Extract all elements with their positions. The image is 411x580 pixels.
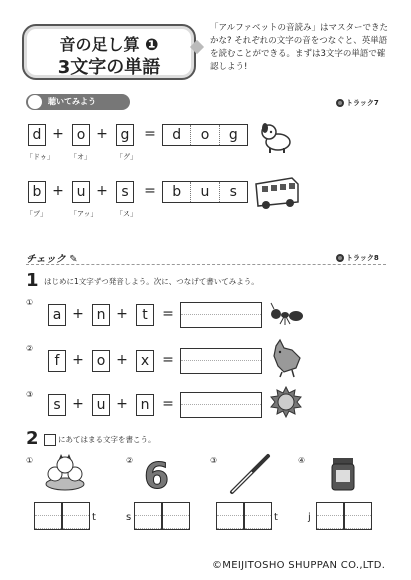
plus-sign: + xyxy=(116,396,128,412)
cats-icon xyxy=(44,454,86,492)
hint: 「オ」 xyxy=(70,153,91,161)
dog-icon xyxy=(258,120,294,154)
item-number: ③ xyxy=(210,456,218,465)
svg-text:6: 6 xyxy=(144,456,170,494)
pencil-icon: ✎ xyxy=(69,254,78,265)
letter-box: n xyxy=(92,304,110,326)
plus-sign: + xyxy=(52,183,64,199)
word-suffix: t xyxy=(274,512,278,523)
bus-icon xyxy=(252,174,300,212)
six-icon xyxy=(142,454,174,494)
hint: 「アッ」 xyxy=(70,210,98,218)
item-number: ④ xyxy=(298,456,306,465)
page-title: 音の足し算 ❶ xyxy=(59,35,159,54)
letter-box: x xyxy=(136,350,154,372)
item-number: ① xyxy=(26,298,34,307)
listen-label: 聴いてみよう xyxy=(48,97,96,106)
plus-sign: + xyxy=(116,352,128,368)
plus-sign: + xyxy=(72,352,84,368)
divider xyxy=(26,264,386,265)
letter-box: a xyxy=(48,304,66,326)
track-7[interactable]: トラック7 xyxy=(336,98,379,108)
cd-icon xyxy=(336,99,344,107)
word-prefix: s xyxy=(126,512,132,523)
letter-box: g xyxy=(116,124,134,146)
answer-field[interactable] xyxy=(180,348,262,374)
face-icon xyxy=(28,95,42,109)
cd-icon xyxy=(336,254,344,262)
plus-sign: + xyxy=(96,126,108,142)
ant-icon xyxy=(270,300,304,330)
equals-sign: = xyxy=(162,396,174,412)
equals-sign: = xyxy=(162,306,174,322)
letter-box: t xyxy=(136,304,154,326)
check-heading: チェック ✎ xyxy=(26,254,78,265)
letter-box: u xyxy=(72,181,90,203)
word-suffix: t xyxy=(92,512,96,523)
hint: 「ス」 xyxy=(116,210,137,218)
answer-cell[interactable] xyxy=(62,502,90,530)
bat-icon xyxy=(228,452,272,496)
answer-field[interactable] xyxy=(180,392,262,418)
letter-box: f xyxy=(48,350,66,372)
page-subtitle: 3文字の単語 xyxy=(57,57,161,78)
listen-button[interactable] xyxy=(26,94,130,110)
sun-icon xyxy=(270,386,302,418)
letter-box: b xyxy=(28,181,46,203)
answer-cell[interactable] xyxy=(344,502,372,530)
item-number: ② xyxy=(126,456,134,465)
answer-cell[interactable] xyxy=(134,502,162,530)
question-number: 2 xyxy=(26,428,39,449)
plus-sign: + xyxy=(72,396,84,412)
hint: 「グ」 xyxy=(116,153,137,161)
letter-box: s xyxy=(48,394,66,416)
title-box xyxy=(22,24,196,80)
answer-cell[interactable] xyxy=(316,502,344,530)
plus-sign: + xyxy=(72,306,84,322)
word-box: b u s xyxy=(162,181,248,203)
answer-cell[interactable] xyxy=(162,502,190,530)
letter-box: u xyxy=(92,394,110,416)
plus-sign: + xyxy=(116,306,128,322)
answer-cell[interactable] xyxy=(34,502,62,530)
plus-sign: + xyxy=(96,183,108,199)
track-8[interactable]: トラック8 xyxy=(336,253,379,263)
answer-cell[interactable] xyxy=(216,502,244,530)
question-text: はじめに1文字ずつ発音しよう。次に、つなげて書いてみよう。 xyxy=(44,277,259,286)
question-number: 1 xyxy=(26,270,39,291)
letter-box: o xyxy=(92,350,110,372)
letter-box: o xyxy=(72,124,90,146)
answer-cell[interactable] xyxy=(244,502,272,530)
item-number: ① xyxy=(26,456,34,465)
hint: 「ドゥ」 xyxy=(26,153,54,161)
item-number: ③ xyxy=(26,390,34,399)
word-prefix: j xyxy=(308,512,311,523)
equals-sign: = xyxy=(144,183,156,199)
equals-sign: = xyxy=(144,126,156,142)
letter-box: d xyxy=(28,124,46,146)
intro-text: 「アルファベットの音読み」はマスターできたかな? それぞれの文字の音をつなぐと、英単語を読むことができる。まずは3文字の単語で確認しよう! xyxy=(210,23,388,72)
letter-box: s xyxy=(116,181,134,203)
item-number: ② xyxy=(26,344,34,353)
letter-box: n xyxy=(136,394,154,416)
answer-field[interactable] xyxy=(180,302,262,328)
fox-icon xyxy=(270,338,304,378)
copyright: ©MEIJITOSHO SHUPPAN CO.,LTD. xyxy=(212,560,386,571)
box-symbol xyxy=(44,434,56,446)
question-text: にあてはまる文字を書こう。 xyxy=(58,435,156,444)
word-box: d o g xyxy=(162,124,248,146)
hint: 「ブ」 xyxy=(26,210,47,218)
jam-icon xyxy=(330,456,356,492)
equals-sign: = xyxy=(162,352,174,368)
plus-sign: + xyxy=(52,126,64,142)
